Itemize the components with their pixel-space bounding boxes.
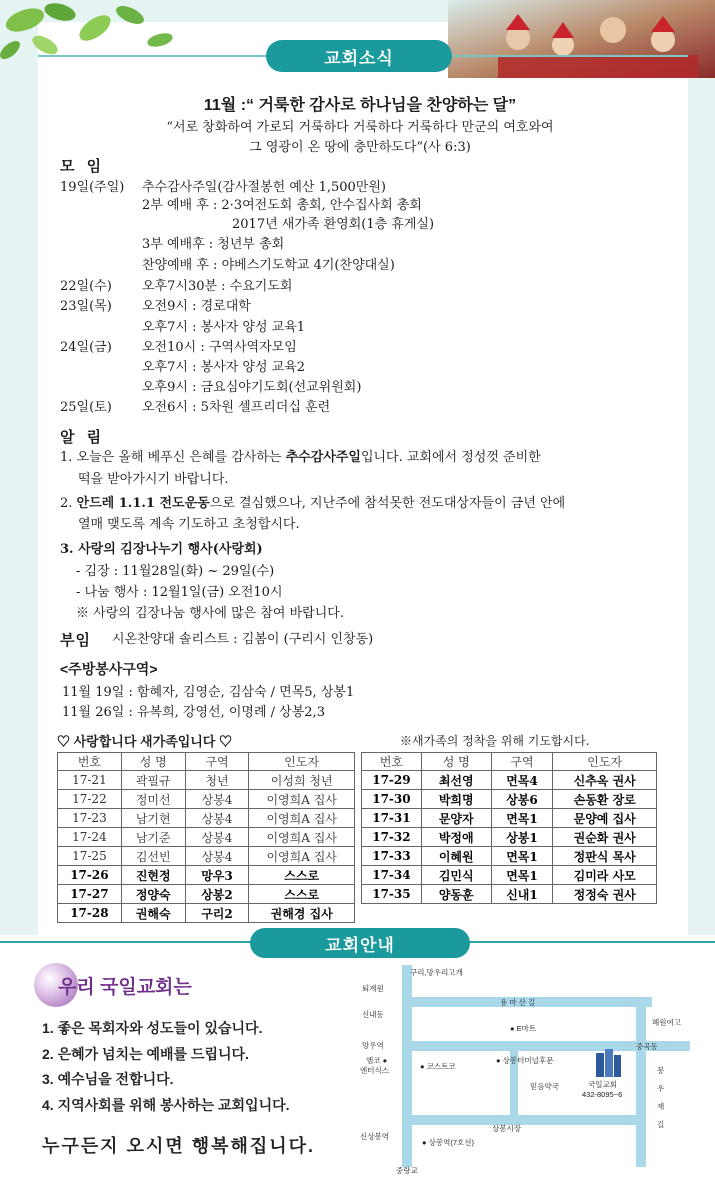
cell-number: 17-25 (58, 847, 122, 866)
map-label: 국일교회 (588, 1080, 617, 1089)
map-label: 퇴계원 (362, 984, 384, 993)
cell-name: 양동훈 (421, 885, 491, 904)
cell-number: 17-24 (58, 828, 122, 847)
newfamily-table-right (361, 752, 657, 904)
table-row (362, 809, 657, 828)
intro-item: 3. 예수님을 전합니다. (42, 1071, 174, 1087)
cell-district: 상봉2 (185, 885, 249, 904)
church-news-pill: 교회소식 (266, 40, 452, 72)
cell-name: 남기현 (121, 809, 185, 828)
meeting-item: 오후7시30분 : 수요기도회 (142, 279, 293, 294)
cell-guide: 권해경 집사 (249, 904, 355, 923)
choir-photo (448, 0, 715, 78)
intro-item: 2. 은혜가 넘치는 예배를 드립니다. (42, 1046, 249, 1062)
church-guide-pill: 교회안내 (250, 928, 470, 958)
map-label: 구리,망우리고개 (410, 968, 463, 977)
cell-guide: 이영희A 집사 (249, 809, 355, 828)
table-row (58, 771, 355, 790)
table-row (58, 847, 355, 866)
cell-name: 진현정 (121, 866, 185, 885)
cell-name: 문양자 (421, 809, 491, 828)
cell-guide: 이영희A 집사 (249, 828, 355, 847)
kitchen-line-2: 11월 26일 : 유복희, 강영선, 이명례 / 상봉2,3 (62, 705, 325, 720)
church-intro-title: 우리 국일교회는 (58, 977, 192, 998)
intro-item: 1. 좋은 목회자와 성도들이 있습니다. (42, 1020, 263, 1036)
cell-district: 상봉4 (185, 790, 249, 809)
cell-name: 남기준 (121, 828, 185, 847)
cell-name: 김선빈 (121, 847, 185, 866)
cell-name: 최선영 (421, 771, 491, 790)
cell-district: 면목4 (491, 771, 553, 790)
col-number: 번호 (58, 753, 122, 771)
meeting-item: 추수감사주일(감사절봉헌 예산 1,500만원) (142, 180, 386, 195)
meeting-day: 23일(목) (60, 299, 112, 314)
meeting-day: 25일(토) (60, 400, 112, 415)
appointment-text: 시온찬양대 솔리스트 : 김봄이 (구리시 인창동) (112, 632, 374, 647)
cell-district: 상봉4 (185, 847, 249, 866)
header-rule-right (450, 55, 688, 57)
cell-number: 17-29 (362, 771, 422, 790)
table-row (58, 904, 355, 923)
month-theme-title: 11월 :“ 거룩한 감사로 하나님을 찬양하는 달” (203, 97, 517, 114)
col-guide: 인도자 (249, 753, 355, 771)
table-row (362, 828, 657, 847)
cell-district: 상봉4 (185, 828, 249, 847)
map-label: 중랑교 (396, 1166, 418, 1175)
verse-line-1: “서로 창화하여 가로되 거룩하다 거룩하다 거룩하다 만군의 여호와여 (166, 120, 554, 135)
cell-guide: 손동환 장로 (553, 790, 657, 809)
table-header-row (58, 753, 355, 771)
meeting-item: 오전10시 : 구역사역자모임 (142, 340, 297, 355)
notice-2-text-c: 으로 결심했으나, 지난주에 참석못한 전도대상자들이 금년 안에 (209, 496, 566, 511)
cell-number: 17-26 (58, 866, 122, 885)
cell-name: 이혜원 (421, 847, 491, 866)
map-label: ● 상봉터미널후문 (496, 1056, 554, 1065)
newfamily-heading: ♡ 사랑합니다 새가족입니다 ♡ (57, 734, 232, 749)
map-label: 신상봉역 (360, 1132, 389, 1141)
meeting-item: 오전6시 : 5차원 셀프리더십 훈련 (142, 400, 331, 415)
map-label: 신내동 (362, 1010, 384, 1019)
cell-number: 17-32 (362, 828, 422, 847)
notice-3-line-1: - 김장 : 11월28일(화) ~ 29일(수) (76, 564, 275, 579)
col-name: 성 명 (121, 753, 185, 771)
table-row (362, 866, 657, 885)
verse-line-2: 그 영광이 온 땅에 충만하도다”(사 6:3) (249, 140, 471, 155)
table-row (58, 828, 355, 847)
table-row (58, 809, 355, 828)
kitchen-line-1: 11월 19일 : 함혜자, 김영순, 김삼숙 / 면목5, 상봉1 (62, 685, 355, 700)
church-building-icon (596, 1049, 621, 1077)
cell-district: 신내1 (491, 885, 553, 904)
col-guide: 인도자 (553, 753, 657, 771)
cell-guide: 문양예 집사 (553, 809, 657, 828)
map-label: 중곡동 (636, 1042, 658, 1051)
cell-name: 정미선 (121, 790, 185, 809)
cell-guide: 정판식 목사 (553, 847, 657, 866)
map-label: 혜원여고 (652, 1018, 681, 1027)
cell-number: 17-30 (362, 790, 422, 809)
cell-district: 면목1 (491, 809, 553, 828)
cell-guide: 신추옥 권사 (553, 771, 657, 790)
notice-2 (60, 494, 565, 513)
notice-3-title: 3. 사랑의 김장나누기 행사(사랑회) (60, 542, 263, 557)
cell-guide: 스스로 (249, 885, 355, 904)
cell-guide: 김미라 사모 (553, 866, 657, 885)
map-label: 길 (657, 1120, 665, 1129)
meeting-item: 오전9시 : 경로대학 (142, 299, 251, 314)
cell-name: 권해숙 (121, 904, 185, 923)
meeting-item: 오후9시 : 금요심야기도회(선교위원회) (142, 380, 362, 395)
cell-guide: 권순화 권사 (553, 828, 657, 847)
header-rule-left (38, 55, 268, 57)
notice-2-cont: 열매 맺도록 계속 기도하고 초청합시다. (78, 517, 300, 532)
cell-name: 박정애 (421, 828, 491, 847)
cell-number: 17-33 (362, 847, 422, 866)
map-label: 상봉시장 (492, 1124, 521, 1133)
col-district: 구역 (185, 753, 249, 771)
table-row (362, 790, 657, 809)
scripture-verse (60, 118, 660, 158)
appointment-label: 부임 (60, 632, 91, 649)
cell-number: 17-27 (58, 885, 122, 904)
notice-2-text-a: 2. (60, 496, 77, 511)
notice-1-highlight: 추수감사주일 (285, 450, 361, 465)
map-label: 432-8095~6 (582, 1090, 623, 1099)
map-label: 봉 (657, 1066, 665, 1075)
meeting-item: 2부 예배 후 : 2·3여전도회 총회, 안수집사회 총회 (142, 198, 422, 213)
church-location-map (360, 965, 690, 1175)
col-number: 번호 (362, 753, 422, 771)
cell-guide: 이성희 청년 (249, 771, 355, 790)
map-label: 믿음약국 (530, 1082, 559, 1091)
meeting-item: 3부 예배후 : 청년부 총회 (142, 237, 285, 252)
map-road (636, 997, 646, 1167)
leaves-decoration (0, 0, 220, 70)
cell-name: 박희명 (421, 790, 491, 809)
meeting-day: 24일(금) (60, 340, 112, 355)
cell-district: 상봉1 (491, 828, 553, 847)
map-label: ● E마트 (510, 1024, 537, 1033)
meeting-item: 2017년 새가족 환영회(1층 휴게실) (232, 217, 435, 232)
cell-guide: 스스로 (249, 866, 355, 885)
cell-number: 17-22 (58, 790, 122, 809)
meetings-heading: 모 임 (60, 158, 106, 175)
cell-district: 상봉4 (185, 809, 249, 828)
cell-number: 17-31 (362, 809, 422, 828)
map-label: 엔터식스 (360, 1066, 389, 1075)
map-road (402, 965, 412, 1167)
cell-name: 김민식 (421, 866, 491, 885)
newfamily-table-left (57, 752, 355, 923)
meeting-item: 오후7시 : 봉사자 양성 교육1 (142, 320, 306, 335)
meeting-day: 22일(수) (60, 279, 112, 294)
intro-item: 4. 지역사회를 위해 봉사하는 교회입니다. (42, 1097, 290, 1113)
table-row (58, 790, 355, 809)
col-district: 구역 (491, 753, 553, 771)
notice-1-text-a: 1. 오늘은 올해 베푸신 은혜를 감사하는 (60, 450, 286, 465)
table-header-row (362, 753, 657, 771)
cell-name: 곽필규 (121, 771, 185, 790)
map-label: 우 (657, 1084, 665, 1093)
cell-number: 17-23 (58, 809, 122, 828)
notices-heading: 알 림 (60, 429, 106, 446)
cell-guide: 이영희A 집사 (249, 847, 355, 866)
meeting-item: 찬양예배 후 : 야베스기도학교 4기(찬양대실) (142, 258, 395, 273)
cell-district: 망우3 (185, 866, 249, 885)
table-row (58, 866, 355, 885)
cell-number: 17-34 (362, 866, 422, 885)
welcome-message: 누구든지 오시면 행복해집니다. (42, 1136, 316, 1156)
kitchen-heading: <주방봉사구역> (60, 661, 158, 677)
map-label: 용 마 산 길 (500, 998, 536, 1007)
col-name: 성 명 (421, 753, 491, 771)
notice-1-text-c: 입니다. 교회에서 정성껏 준비한 (360, 450, 541, 465)
meeting-item: 오후7시 : 봉사자 양성 교육2 (142, 360, 306, 375)
table-row (362, 771, 657, 790)
cell-district: 면목1 (491, 866, 553, 885)
cell-district: 청년 (185, 771, 249, 790)
map-label: ● 코스트코 (420, 1062, 456, 1071)
table-row (362, 885, 657, 904)
cell-district: 구리2 (185, 904, 249, 923)
notice-3-line-2: - 나눔 행사 : 12월1일(금) 오전10시 (76, 585, 283, 600)
cell-district: 상봉6 (491, 790, 553, 809)
cell-guide: 정정숙 권사 (553, 885, 657, 904)
cell-number: 17-21 (58, 771, 122, 790)
table-row (58, 885, 355, 904)
notice-2-highlight: 안드레 1.1.1 전도운동 (76, 496, 210, 511)
notice-3-line-3: ※ 사랑의 김장나눔 행사에 많은 참여 바랍니다. (76, 606, 344, 621)
map-road (402, 1115, 646, 1125)
notice-1-cont: 떡을 받아가시기 바랍니다. (78, 472, 229, 487)
cell-name: 정양숙 (121, 885, 185, 904)
table-row (362, 847, 657, 866)
map-label: 엠코 ● (366, 1056, 388, 1065)
cell-number: 17-28 (58, 904, 122, 923)
map-label: ● 상봉역(7호선) (422, 1138, 475, 1147)
newfamily-prayer: ※새가족의 정착을 위해 기도합시다. (400, 734, 590, 748)
map-label: 재 (657, 1102, 665, 1111)
cell-number: 17-35 (362, 885, 422, 904)
meeting-day: 19일(주일) (60, 180, 125, 195)
cell-guide: 이영희A 집사 (249, 790, 355, 809)
cell-district: 면목1 (491, 847, 553, 866)
notice-1 (60, 448, 541, 467)
map-label: 망우역 (362, 1041, 384, 1050)
